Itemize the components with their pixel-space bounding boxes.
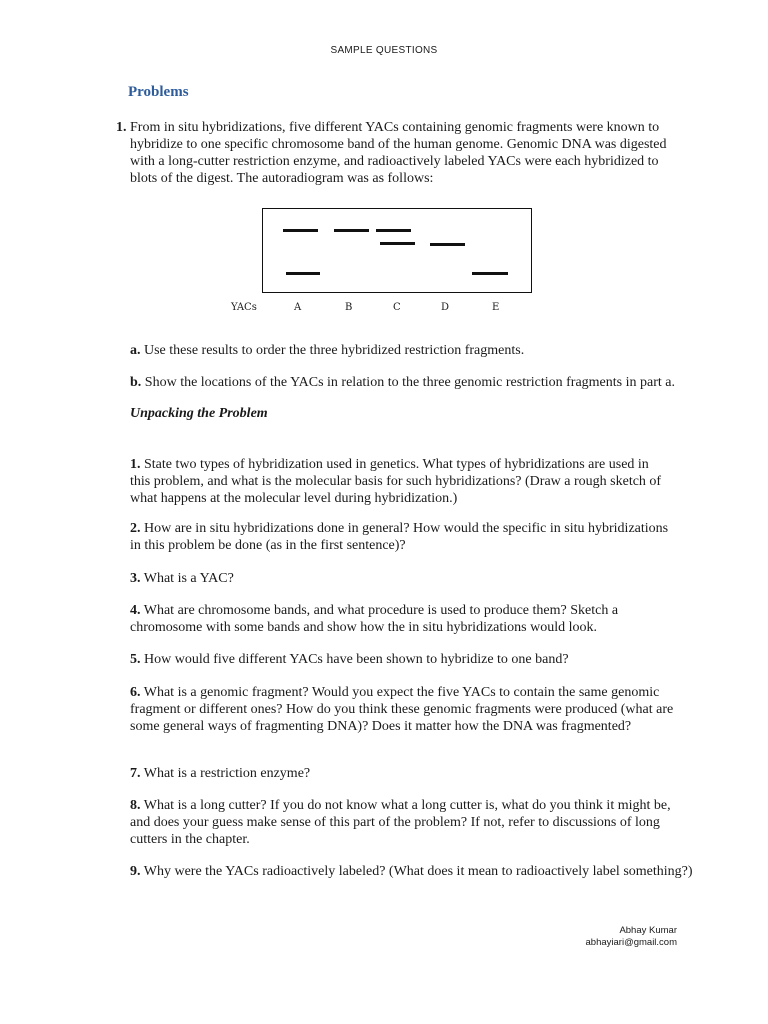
question-6 — [130, 684, 675, 735]
question-2 — [130, 520, 678, 554]
question-text: How would five different YACs have been shown to hybridize to one band? — [144, 652, 569, 667]
question-3 — [130, 570, 730, 587]
problem-number: 1. — [116, 120, 127, 135]
question-number: 1. — [130, 457, 141, 472]
section-title: Problems — [128, 84, 189, 100]
part-b-text: Show the locations of the YACs in relation to the three genomic restriction fragments in part a. — [144, 375, 675, 390]
lane-label-e: E — [492, 302, 500, 313]
part-b-label: b. — [130, 375, 142, 390]
page-header: SAMPLE QUESTIONS — [330, 45, 438, 56]
question-text: What is a restriction enzyme? — [143, 766, 311, 781]
problem-1 — [116, 119, 676, 187]
unpacking-title: Unpacking the Problem — [130, 406, 268, 421]
question-number: 9. — [130, 864, 141, 879]
part-b — [130, 374, 730, 391]
band-b-top — [334, 229, 369, 232]
lane-label-c: C — [393, 302, 401, 313]
problem-text: From in situ hybridizations, five different YACs containing genomic fragments were known to hybridize to one specific chromosome band of the human genome. Genomic DNA was digested with a long-cutter restriction enzyme, and radioactively labeled YACs were each hybridized to blots of the digest. The autoradiogram was as follows: — [130, 120, 667, 186]
yacs-label: YACs — [231, 302, 257, 313]
author-name: Abhay Kumar — [619, 925, 677, 936]
question-number: 3. — [130, 571, 141, 586]
band-c-top — [376, 229, 411, 232]
question-text: What is a YAC? — [143, 571, 234, 586]
question-1 — [130, 456, 670, 507]
question-number: 4. — [130, 603, 141, 618]
question-text: How are in situ hybridizations done in general? How would the specific in situ hybridizations in this problem be done (as in the first sentence)? — [130, 521, 669, 553]
part-a — [130, 342, 730, 359]
question-4 — [130, 602, 630, 636]
lane-label-a: A — [294, 302, 302, 313]
author-email: abhayiari@gmail.com — [585, 937, 677, 948]
part-a-text: Use these results to order the three hybridized restriction fragments. — [144, 343, 525, 358]
band-e-bottom — [472, 272, 508, 275]
band-d-middle — [430, 243, 465, 246]
part-a-label: a. — [130, 343, 141, 358]
question-number: 2. — [130, 521, 141, 536]
question-text: Why were the YACs radioactively labeled? (What does it mean to radioactively label something?) — [143, 864, 693, 879]
question-text: What are chromosome bands, and what procedure is used to produce them? Sketch a chromosome with some bands and show how the in situ hybridizations would look. — [130, 603, 619, 635]
band-c-middle — [380, 242, 415, 245]
band-a-top — [283, 229, 318, 232]
question-number: 6. — [130, 685, 141, 700]
lane-label-d: D — [441, 302, 450, 313]
question-number: 8. — [130, 798, 141, 813]
autoradiogram-frame — [262, 208, 532, 293]
question-number: 7. — [130, 766, 141, 781]
lane-label-b: B — [345, 302, 353, 313]
question-5 — [130, 651, 730, 668]
question-text: State two types of hybridization used in genetics. What types of hybridizations are used in this problem, and what is the molecular basis for such hybridizations? (Draw a rough sketch of what happens at the molecular level during hybridization.) — [130, 457, 662, 506]
question-8 — [130, 797, 686, 848]
question-text: What is a long cutter? If you do not know what a long cutter is, what do you think it might be, and does your guess make sense of this part of the problem? If not, refer to discussions of long cutters in the chapter. — [130, 798, 671, 847]
band-a-bottom — [286, 272, 320, 275]
question-7 — [130, 765, 730, 782]
question-text: What is a genomic fragment? Would you expect the five YACs to contain the same genomic fragment or different ones? How do you think these genomic fragments were produced (what are some general ways of fragmenting DNA)? Does it matter how the DNA was fragmented? — [130, 685, 674, 734]
question-number: 5. — [130, 652, 141, 667]
question-9 — [130, 863, 730, 880]
author-footer — [586, 925, 677, 949]
